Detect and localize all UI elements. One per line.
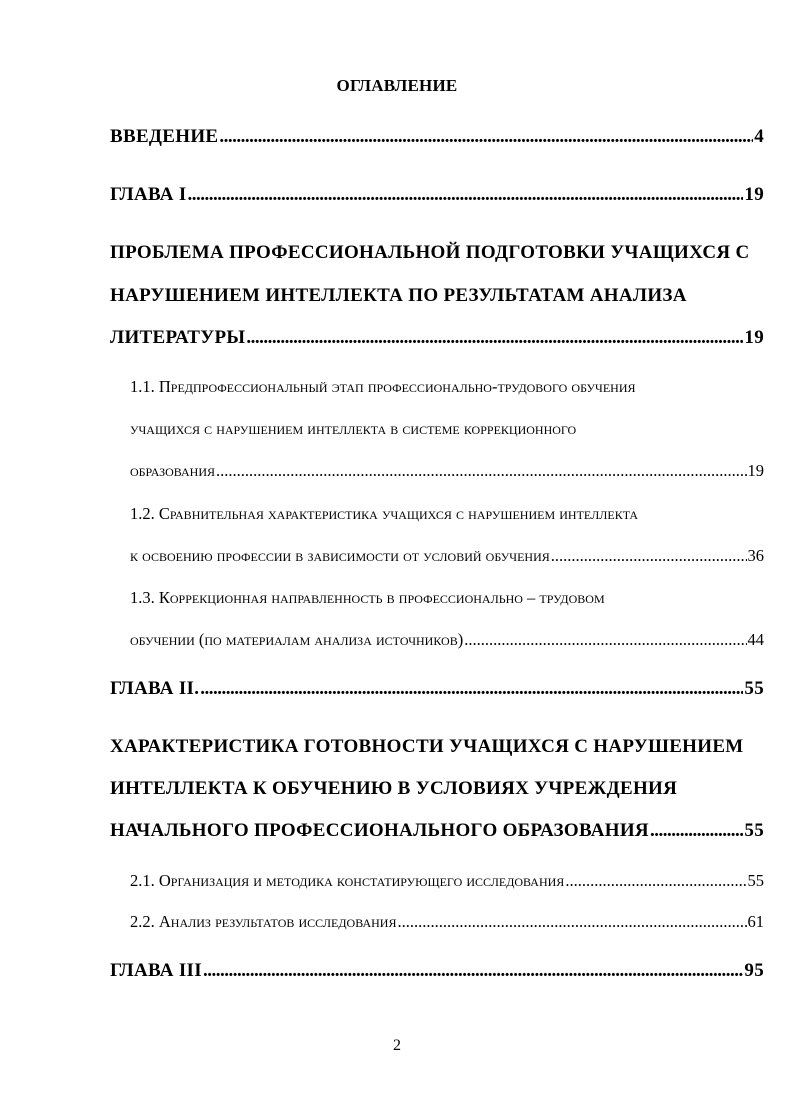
dot-leader (246, 327, 743, 349)
dot-leader (203, 960, 743, 982)
toc-entry-text: образования (130, 461, 215, 480)
page-footer-number: 2 (393, 1037, 401, 1054)
toc-entry-chapter-2-title[interactable] (110, 820, 764, 842)
toc-entry-text: 2.1. Организация и методика констатирующего исследования (130, 871, 565, 890)
toc-page-number: 55 (744, 678, 764, 699)
dot-leader (219, 126, 753, 148)
toc-page-number: 55 (744, 820, 764, 841)
toc-entry-text: ВВЕДЕНИЕ (110, 126, 219, 147)
toc-entry-section-1-3[interactable] (130, 630, 764, 650)
toc-entry-section-1-1[interactable] (130, 461, 764, 481)
toc-entry-text: обучении (по материалам анализа источников) (130, 630, 464, 649)
chapter-2-title-line-2: ИНТЕЛЛЕКТА К ОБУЧЕНИЮ В УСЛОВИЯХ УЧРЕЖДЕНИЯ (110, 778, 678, 799)
toc-page-number: 19 (744, 184, 764, 205)
toc-entry-text: ГЛАВА III (110, 960, 202, 981)
dot-leader (200, 678, 743, 700)
toc-entry-text: ГЛАВА II. (110, 678, 200, 699)
toc-page-number: 4 (754, 126, 764, 147)
dot-leader (397, 912, 746, 932)
toc-page-number: 95 (744, 960, 764, 981)
section-1-3-line-1: 1.3. Коррекционная направленность в профессионально – трудовом (130, 588, 605, 607)
toc-entry-text: НАЧАЛЬНОГО ПРОФЕССИОНАЛЬНОГО ОБРАЗОВАНИЯ (110, 820, 649, 841)
toc-page-number: 55 (747, 871, 764, 890)
toc-page-number: 36 (747, 546, 764, 565)
toc-entry-chapter-1[interactable] (110, 184, 764, 206)
dot-leader (565, 871, 746, 891)
toc-entry-introduction[interactable] (110, 126, 764, 148)
toc-title: ОГЛАВЛЕНИЕ (336, 76, 458, 95)
toc-page-number: 61 (747, 912, 764, 931)
section-1-1-line-1: 1.1. Предпрофессиональный этап профессионально-трудового обучения (130, 377, 636, 396)
toc-page-number: 44 (747, 630, 764, 649)
toc-entry-section-2-2[interactable] (130, 912, 764, 932)
toc-entry-chapter-1-title[interactable] (110, 327, 764, 349)
toc-entry-section-1-2[interactable] (130, 546, 764, 566)
chapter-1-title-line-1: ПРОБЛЕМА ПРОФЕССИОНАЛЬНОЙ ПОДГОТОВКИ УЧАЩИХСЯ С (110, 242, 750, 263)
toc-page-number: 19 (744, 327, 764, 348)
toc-entry-chapter-3[interactable] (110, 960, 764, 982)
toc-entry-chapter-2[interactable] (110, 678, 764, 700)
toc-page-number: 19 (747, 461, 764, 480)
toc-entry-text: 2.2. Анализ результатов исследования (130, 912, 397, 931)
toc-entry-section-2-1[interactable] (130, 871, 764, 891)
dot-leader (650, 820, 743, 842)
chapter-2-title-line-1: ХАРАКТЕРИСТИКА ГОТОВНОСТИ УЧАЩИХСЯ С НАРУШЕНИЕМ (110, 736, 744, 757)
dot-leader (216, 461, 747, 481)
toc-entry-text: к освоению профессии в зависимости от условий обучения (130, 546, 550, 565)
section-1-1-line-2: учащихся с нарушением интеллекта в системе коррекционного (130, 419, 577, 438)
dot-leader (188, 184, 744, 206)
toc-entry-text: ЛИТЕРАТУРЫ (110, 327, 246, 348)
toc-entry-text: ГЛАВА I (110, 184, 187, 205)
section-1-2-line-1: 1.2. Сравнительная характеристика учащихся с нарушением интеллекта (130, 504, 639, 523)
dot-leader (464, 630, 746, 650)
chapter-1-title-line-2: НАРУШЕНИЕМ ИНТЕЛЛЕКТА ПО РЕЗУЛЬТАТАМ АНАЛИЗА (110, 285, 687, 306)
dot-leader (551, 546, 747, 566)
